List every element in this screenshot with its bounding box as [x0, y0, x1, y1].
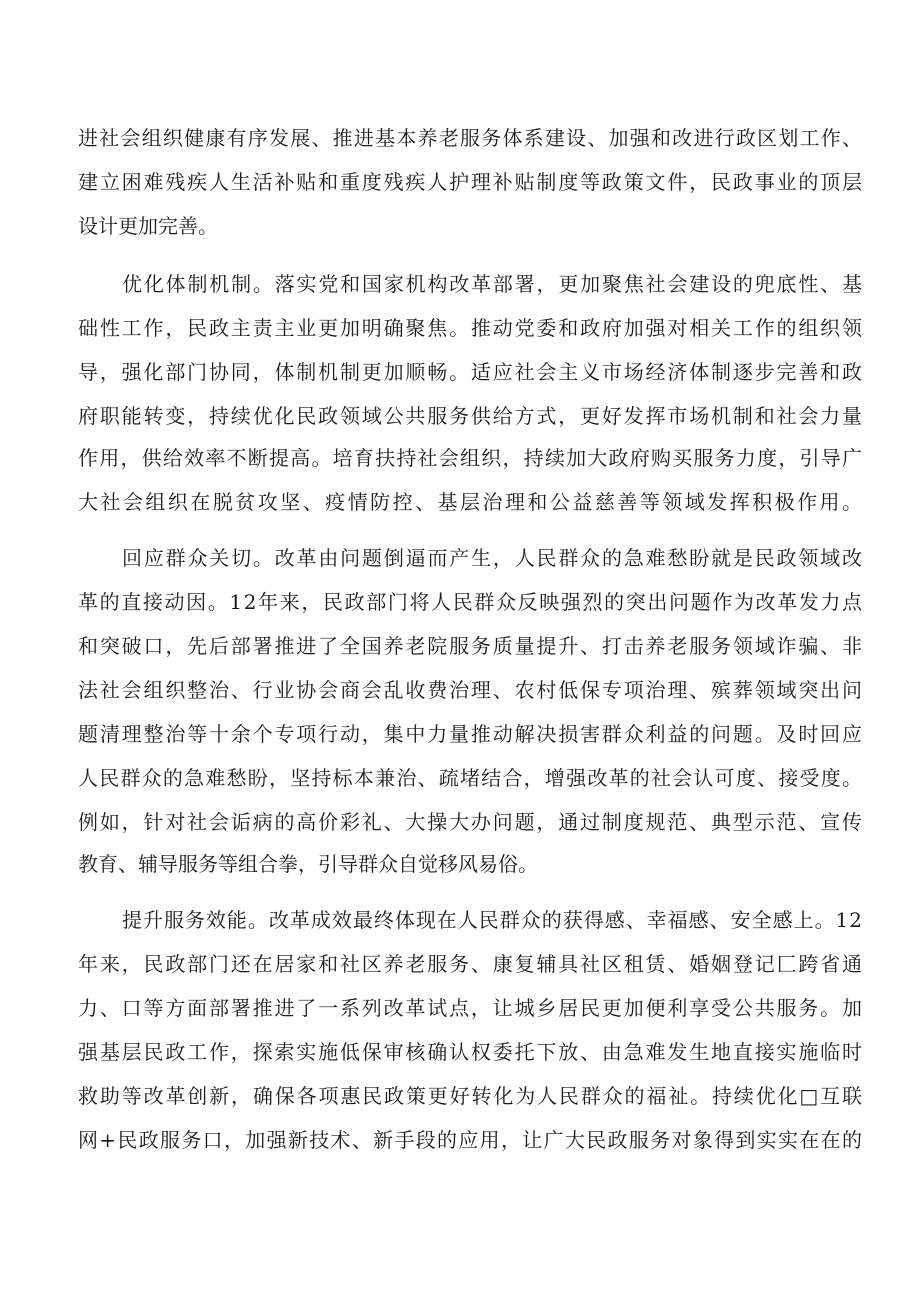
paragraph-3-line-7: 例如，针对社会诟病的高价彩礼、大操大办问题，通过制度规范、典型示范、宣传 [78, 810, 864, 834]
paragraph-2-line-5: 作用，供给效率不断提高。培育扶持社会组织，持续加大政府购买服务力度，引导广 [78, 446, 864, 470]
paragraph-4-line-6: 网+民政服务口，加强新技术、新手段的应用，让广大民政服务对象得到实实在在的 [78, 1128, 864, 1152]
paragraph-2-line-2: 础性工作，民政主责主业更加明确聚焦。推动党委和政府加强对相关工作的组织领 [78, 316, 864, 340]
paragraph-3-line-6: 人民群众的急难愁盼，坚持标本兼治、疏堵结合，增强改革的社会认可度、接受度。 [78, 766, 864, 790]
paragraph-3-line-1: 回应群众关切。改革由问题倒逼而产生，人民群众的急难愁盼就是民政领域改 [122, 546, 864, 570]
paragraph-3-line-8: 教育、辅导服务等组合拳，引导群众自觉移风易俗。 [78, 852, 538, 876]
paragraph-4-line-4: 强基层民政工作，探索实施低保审核确认权委托下放、由急难发生地直接实施临时 [78, 1040, 864, 1064]
paragraph-4-line-2: 年来，民政部门还在居家和社区养老服务、康复辅具社区租赁、婚姻登记匚跨省通 [78, 952, 864, 976]
paragraph-4-line-5: 救助等改革创新，确保各项惠民政策更好转化为人民群众的福祉。持续优化□互联 [78, 1084, 864, 1108]
paragraph-2-line-3: 导，强化部门协同，体制机制更加顺畅。适应社会主义市场经济体制逐步完善和政 [78, 360, 864, 384]
paragraph-3-line-3: 和突破口，先后部署推进了全国养老院服务质量提升、打击养老服务领域诈骗、非 [78, 634, 864, 658]
paragraph-2-line-1: 优化体制机制。落实党和国家机构改革部署，更加聚焦社会建设的兜底性、基 [122, 272, 864, 296]
paragraph-3-line-4: 法社会组织整治、行业协会商会乱收费治理、农村低保专项治理、殡葬领域突出问 [78, 678, 864, 702]
paragraph-1-line-3: 设计更加完善。 [78, 214, 218, 238]
paragraph-2-line-4: 府职能转变，持续优化民政领域公共服务供给方式，更好发挥市场机制和社会力量 [78, 404, 864, 428]
paragraph-1-line-2: 建立困难残疾人生活补贴和重度残疾人护理补贴制度等政策文件，民政事业的顶层 [78, 170, 864, 194]
paragraph-2-line-6: 大社会组织在脱贫攻坚、疫情防控、基层治理和公益慈善等领域发挥积极作用。 [78, 490, 865, 514]
paragraph-4-line-3: 力、口等方面部署推进了一系列改革试点，让城乡居民更加便利享受公共服务。加 [78, 996, 864, 1020]
paragraph-1-line-1: 进社会组织健康有序发展、推进基本养老服务体系建设、加强和改进行政区划工作、 [78, 126, 864, 150]
paragraph-3-line-5: 题清理整治等十余个专项行动，集中力量推动解决损害群众利益的问题。及时回应 [78, 722, 864, 746]
paragraph-3-line-2: 革的直接动因。12年来，民政部门将人民群众反映强烈的突出问题作为改革发力点 [78, 590, 864, 614]
paragraph-4-line-1: 提升服务效能。改革成效最终体现在人民群众的获得感、幸福感、安全感上。12 [122, 908, 863, 932]
